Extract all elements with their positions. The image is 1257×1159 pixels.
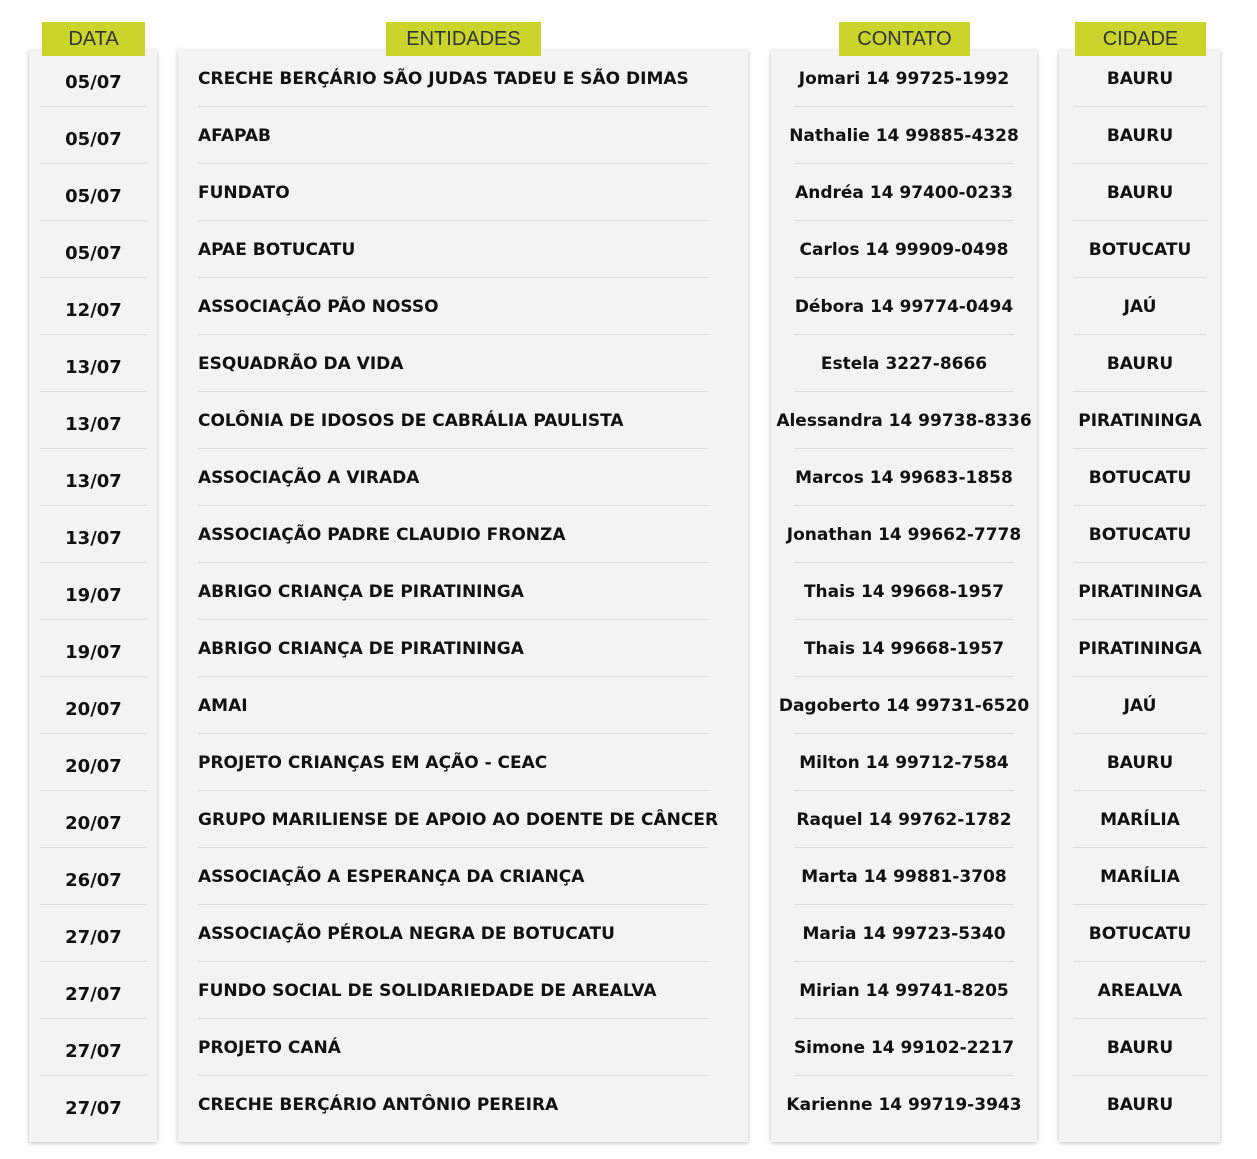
cidade-cell: BAURU [1106, 1038, 1174, 1058]
contato-cell: Marta 14 99881-3708 [801, 867, 1007, 887]
entidade-cell: FUNDATO [198, 183, 290, 203]
contato-cell: Maria 14 99723-5340 [802, 924, 1006, 944]
table-row-data [40, 50, 147, 107]
data-cell: 13/07 [65, 528, 122, 549]
table-row-cidade [1073, 164, 1207, 221]
table-row-contato [794, 221, 1014, 278]
table-row-data [40, 734, 147, 791]
table-row-entidade [198, 1019, 708, 1076]
contato-cell: Raquel 14 99762-1782 [796, 810, 1012, 830]
table-row-entidade [198, 221, 708, 278]
cidade-cell: BAURU [1106, 1095, 1174, 1115]
table-row-contato [789, 107, 1019, 164]
table-row-contato [794, 620, 1014, 677]
cidade-cell: MARÍLIA [1100, 810, 1180, 830]
table-row-data [40, 791, 147, 848]
table-row-data [40, 563, 147, 620]
table-row-data [40, 962, 147, 1019]
column-entidades [178, 50, 748, 1142]
table-row-data [40, 620, 147, 677]
contato-cell: Estela 3227-8666 [820, 354, 988, 374]
entidade-cell: ABRIGO CRIANÇA DE PIRATININGA [198, 639, 524, 659]
contato-cell: Nathalie 14 99885-4328 [789, 126, 1019, 146]
table-row-cidade [1073, 506, 1207, 563]
column-data [29, 50, 157, 1142]
table-row-cidade [1073, 962, 1207, 1019]
contato-cell: Alessandra 14 99738-8336 [776, 411, 1032, 431]
entidade-cell: ESQUADRÃO DA VIDA [198, 354, 404, 374]
table-row-cidade [1073, 50, 1207, 107]
contato-cell: Simone 14 99102-2217 [793, 1038, 1015, 1058]
entidade-cell: ASSOCIAÇÃO PÉROLA NEGRA DE BOTUCATU [198, 924, 615, 944]
cidade-cell: BAURU [1106, 126, 1174, 146]
table-row-entidade [198, 335, 708, 392]
table-row-cidade [1073, 221, 1207, 278]
contato-cell: Marcos 14 99683-1858 [795, 468, 1013, 488]
table-row-cidade [1073, 1019, 1207, 1076]
contato-cell: Andréa 14 97400-0233 [795, 183, 1013, 203]
table-row-entidade [198, 107, 708, 164]
table-row-entidade [198, 677, 708, 734]
table-row-entidade [198, 449, 708, 506]
table-row-cidade [1073, 107, 1207, 164]
table-row-entidade [198, 734, 708, 791]
entidade-cell: AMAI [198, 696, 248, 716]
cidade-cell: BAURU [1106, 183, 1174, 203]
cidade-cell: MARÍLIA [1100, 867, 1180, 887]
entidade-cell: CRECHE BERÇÁRIO ANTÔNIO PEREIRA [198, 1095, 559, 1115]
table-row-entidade [198, 278, 708, 335]
table-row-data [40, 1076, 147, 1133]
data-cell: 05/07 [65, 129, 122, 150]
entidade-cell: COLÔNIA DE IDOSOS DE CABRÁLIA PAULISTA [198, 411, 624, 431]
table-row-data [40, 107, 147, 164]
table-row-contato [794, 50, 1014, 107]
data-cell: 12/07 [65, 300, 122, 321]
cidade-cell: BAURU [1106, 354, 1174, 374]
contato-cell: Milton 14 99712-7584 [799, 753, 1009, 773]
cidade-cell: AREALVA [1097, 981, 1183, 1001]
table-row-contato [786, 506, 1022, 563]
table-row-data [40, 164, 147, 221]
table-row-contato [794, 962, 1014, 1019]
entidade-cell: APAE BOTUCATU [198, 240, 356, 260]
data-cell: 20/07 [65, 756, 122, 777]
table-row-entidade [198, 905, 708, 962]
entidade-cell: CRECHE BERÇÁRIO SÃO JUDAS TADEU E SÃO DIMAS [198, 69, 689, 89]
column-contato [771, 50, 1037, 1142]
data-cell: 20/07 [65, 813, 122, 834]
table-row-cidade [1073, 449, 1207, 506]
entidade-cell: ABRIGO CRIANÇA DE PIRATININGA [198, 582, 524, 602]
table-row-cidade [1073, 848, 1207, 905]
table-row-data [40, 335, 147, 392]
data-cell: 13/07 [65, 357, 122, 378]
table-row-entidade [198, 1076, 708, 1133]
table-row-contato [794, 848, 1014, 905]
header-data: DATA [42, 22, 145, 56]
table-row-cidade [1073, 791, 1207, 848]
data-cell: 13/07 [65, 471, 122, 492]
table-row-contato [786, 1076, 1022, 1133]
table-row-entidade [198, 563, 708, 620]
header-cidade: CIDADE [1075, 22, 1206, 56]
table-row-contato [794, 905, 1014, 962]
data-cell: 27/07 [65, 1098, 122, 1119]
data-cell: 27/07 [65, 927, 122, 948]
table-row-data [40, 221, 147, 278]
header-contato: CONTATO [839, 22, 970, 56]
table-row-entidade [198, 791, 719, 848]
cidade-cell: JAÚ [1123, 696, 1157, 716]
contato-cell: Dagoberto 14 99731-6520 [778, 696, 1030, 716]
cidade-cell: PIRATININGA [1078, 411, 1202, 431]
table-row-data [40, 848, 147, 905]
table-row-cidade [1073, 905, 1207, 962]
table-row-contato [794, 449, 1014, 506]
data-cell: 27/07 [65, 1041, 122, 1062]
data-cell: 19/07 [65, 585, 122, 606]
contato-cell: Thais 14 99668-1957 [803, 582, 1005, 602]
cidade-cell: BOTUCATU [1088, 468, 1192, 488]
entidade-cell: ASSOCIAÇÃO A VIRADA [198, 468, 420, 488]
contato-cell: Karienne 14 99719-3943 [786, 1095, 1022, 1115]
data-cell: 19/07 [65, 642, 122, 663]
header-entidades: ENTIDADES [386, 22, 541, 56]
data-cell: 13/07 [65, 414, 122, 435]
cidade-cell: PIRATININGA [1078, 639, 1202, 659]
table-row-contato [794, 1019, 1014, 1076]
table-row-contato [794, 734, 1014, 791]
table-row-data [40, 278, 147, 335]
table-row-cidade [1073, 734, 1207, 791]
table-row-data [40, 905, 147, 962]
table-row-contato [794, 335, 1014, 392]
table-row-contato [794, 278, 1014, 335]
table-row-entidade [198, 962, 708, 1019]
table-row-data [40, 506, 147, 563]
table-row-data [40, 677, 147, 734]
entidade-cell: GRUPO MARILIENSE DE APOIO AO DOENTE DE CÂNCER [198, 810, 719, 830]
contato-cell: Débora 14 99774-0494 [794, 297, 1014, 317]
table-row-cidade [1073, 278, 1207, 335]
cidade-cell: JAÚ [1123, 297, 1157, 317]
data-cell: 05/07 [65, 243, 122, 264]
entidade-cell: ASSOCIAÇÃO PADRE CLAUDIO FRONZA [198, 525, 566, 545]
contato-cell: Jonathan 14 99662-7778 [786, 525, 1022, 545]
table-row-data [40, 392, 147, 449]
cidade-cell: BOTUCATU [1088, 525, 1192, 545]
entidade-cell: PROJETO CRIANÇAS EM AÇÃO - CEAC [198, 753, 548, 773]
table-row-entidade [198, 848, 708, 905]
table-row-cidade [1073, 563, 1207, 620]
table-row-data [40, 1019, 147, 1076]
table-row-cidade [1073, 1076, 1207, 1133]
contato-cell: Carlos 14 99909-0498 [799, 240, 1009, 260]
table-row-contato [794, 164, 1014, 221]
table-row-contato [794, 791, 1014, 848]
table-row-cidade [1073, 677, 1207, 734]
table-row-contato [778, 677, 1030, 734]
table-row-cidade [1073, 335, 1207, 392]
table-row-entidade [198, 50, 708, 107]
table-row-contato [776, 392, 1032, 449]
cidade-cell: BOTUCATU [1088, 924, 1192, 944]
cidade-cell: BAURU [1106, 69, 1174, 89]
entidade-cell: FUNDO SOCIAL DE SOLIDARIEDADE DE AREALVA [198, 981, 657, 1001]
contato-cell: Mirian 14 99741-8205 [799, 981, 1009, 1001]
entidade-cell: PROJETO CANÁ [198, 1038, 341, 1058]
table-row-cidade [1073, 620, 1207, 677]
table-row-entidade [198, 620, 708, 677]
table-row-entidade [198, 506, 708, 563]
entidade-cell: ASSOCIAÇÃO PÃO NOSSO [198, 297, 439, 317]
data-cell: 05/07 [65, 72, 122, 93]
entidade-cell: ASSOCIAÇÃO A ESPERANÇA DA CRIANÇA [198, 867, 585, 887]
cidade-cell: BAURU [1106, 753, 1174, 773]
data-cell: 26/07 [65, 870, 122, 891]
data-cell: 27/07 [65, 984, 122, 1005]
entidade-cell: AFAPAB [198, 126, 271, 146]
table-row-cidade [1073, 392, 1207, 449]
table-row-data [40, 449, 147, 506]
contato-cell: Thais 14 99668-1957 [803, 639, 1005, 659]
table-row-entidade [198, 164, 708, 221]
data-cell: 05/07 [65, 186, 122, 207]
column-cidade [1059, 50, 1220, 1142]
cidade-cell: PIRATININGA [1078, 582, 1202, 602]
cidade-cell: BOTUCATU [1088, 240, 1192, 260]
table-row-entidade [198, 392, 708, 449]
contato-cell: Jomari 14 99725-1992 [798, 69, 1010, 89]
table-row-contato [794, 563, 1014, 620]
data-cell: 20/07 [65, 699, 122, 720]
